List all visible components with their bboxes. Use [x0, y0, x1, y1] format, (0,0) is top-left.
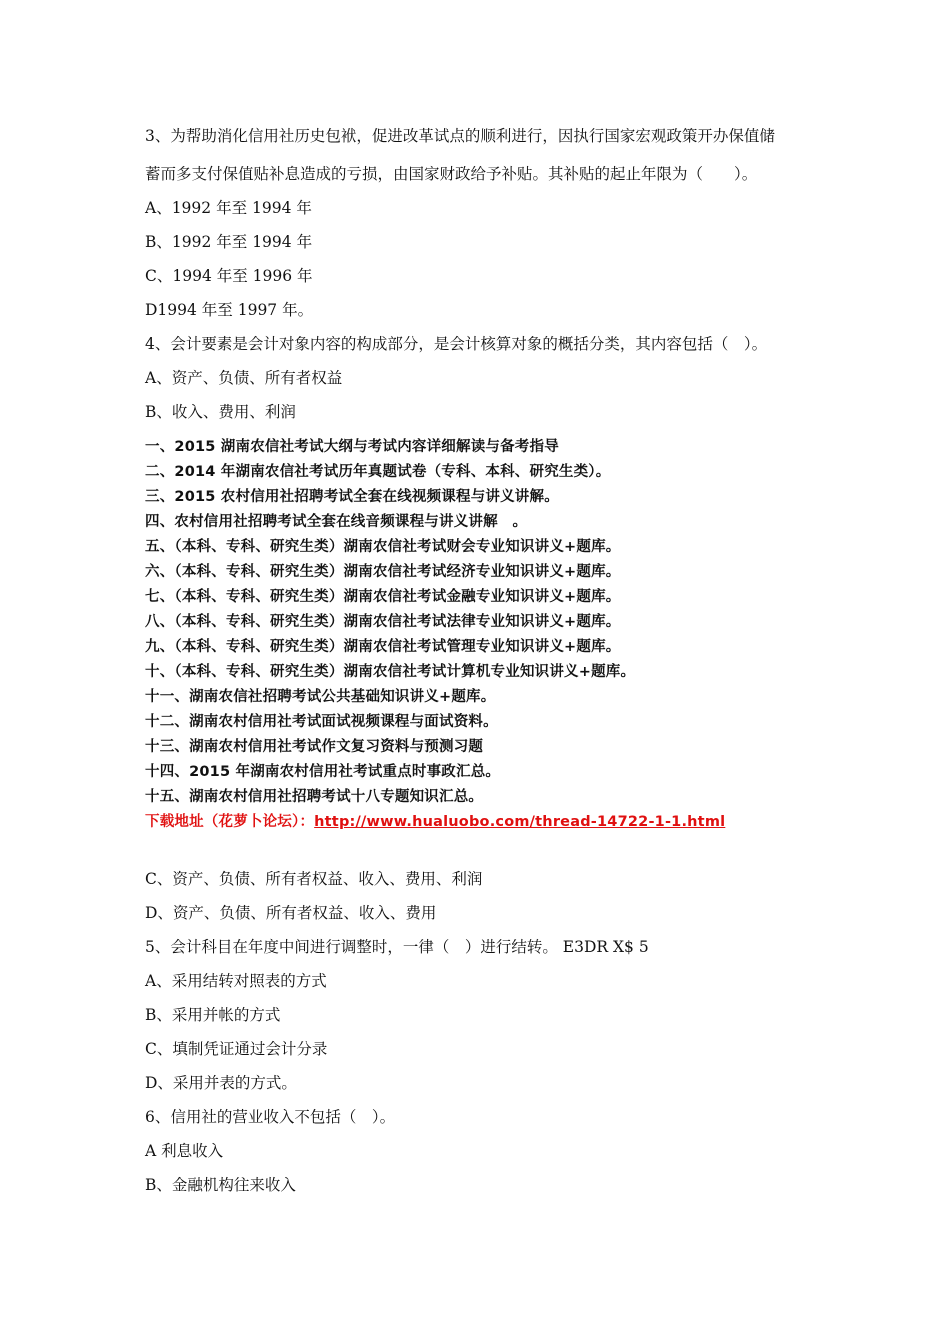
question-5-option-d: D、采用并表的方式。 — [145, 1074, 297, 1092]
question-5-option-c: C、填制凭证通过会计分录 — [145, 1040, 328, 1058]
download-line — [145, 812, 725, 832]
question-4-text: 4、会计要素是会计对象内容的构成部分，是会计核算对象的概括分类，其内容包括（ ）。 — [145, 335, 768, 353]
question-4-option-c: C、资产、负债、所有者权益、收入、费用、利润 — [145, 870, 483, 888]
download-link[interactable]: http://www.hualuobo.com/thread-14722-1-1.html — [314, 814, 726, 830]
question-6-text: 6、信用社的营业收入不包括（ ）。 — [145, 1108, 396, 1126]
ad-item: 七、（本科、专科、研究生类）湖南农信社考试金融专业知识讲义+题库。 — [145, 589, 621, 605]
question-5-option-a: A、采用结转对照表的方式 — [145, 972, 327, 990]
ad-item: 八、（本科、专科、研究生类）湖南农信社考试法律专业知识讲义+题库。 — [145, 614, 621, 630]
ad-item: 十四、2015 年湖南农村信用社考试重点时事政汇总。 — [145, 764, 501, 780]
question-3-text-line-2: 蓄而多支付保值贴补息造成的亏损，由国家财政给予补贴。其补贴的起止年限为（ ）。 — [145, 165, 758, 183]
question-3-option-b: B、1992 年至 1994 年 — [145, 233, 313, 251]
download-label: 下载地址（花萝卜论坛）： — [145, 814, 315, 830]
ad-item: 十三、湖南农村信用社考试作文复习资料与预测习题 — [145, 739, 484, 755]
ad-item: 五、（本科、专科、研究生类）湖南农信社考试财会专业知识讲义+题库。 — [145, 539, 621, 555]
question-3-option-d: D1994 年至 1997 年。 — [145, 301, 314, 319]
question-3-text-line-1: 3、为帮助消化信用社历史包袱，促进改革试点的顺利进行，因执行国家宏观政策开办保值储 — [145, 127, 775, 145]
ad-item: 十一、湖南农信社招聘考试公共基础知识讲义+题库。 — [145, 689, 496, 705]
ad-item: 四、农村信用社招聘考试全套在线音频课程与讲义讲解 。 — [145, 514, 528, 530]
ad-item: 三、2015 农村信用社招聘考试全套在线视频课程与讲义讲解。 — [145, 489, 559, 505]
question-5-option-b: B、采用并帐的方式 — [145, 1006, 281, 1024]
question-3-option-a: A、1992 年至 1994 年 — [145, 199, 312, 217]
question-6-option-b: B、金融机构往来收入 — [145, 1176, 296, 1194]
ad-item: 六、（本科、专科、研究生类）湖南农信社考试经济专业知识讲义+题库。 — [145, 564, 621, 580]
question-4-option-d: D、资产、负债、所有者权益、收入、费用 — [145, 904, 437, 922]
question-5-text: 5、会计科目在年度中间进行调整时，一律（ ）进行结转。 E3DR X$ 5 — [145, 938, 649, 956]
ad-item: 二、2014 年湖南农信社考试历年真题试卷（专科、本科、研究生类）。 — [145, 464, 611, 480]
ad-item: 十五、湖南农村信用社招聘考试十八专题知识汇总。 — [145, 789, 484, 805]
ad-item: 九、（本科、专科、研究生类）湖南农信社考试管理专业知识讲义+题库。 — [145, 639, 621, 655]
question-4-option-a: A、资产、负债、所有者权益 — [145, 369, 343, 387]
ad-item: 十二、湖南农村信用社考试面试视频课程与面试资料。 — [145, 714, 498, 730]
question-6-option-a: A 利息收入 — [145, 1142, 224, 1160]
question-4-option-b: B、收入、费用、利润 — [145, 403, 296, 421]
ad-item: 十、（本科、专科、研究生类）湖南农信社考试计算机专业知识讲义+题库。 — [145, 664, 636, 680]
ad-item: 一、2015 湖南农信社考试大纲与考试内容详细解读与备考指导 — [145, 439, 559, 455]
question-3-option-c: C、1994 年至 1996 年 — [145, 267, 313, 285]
